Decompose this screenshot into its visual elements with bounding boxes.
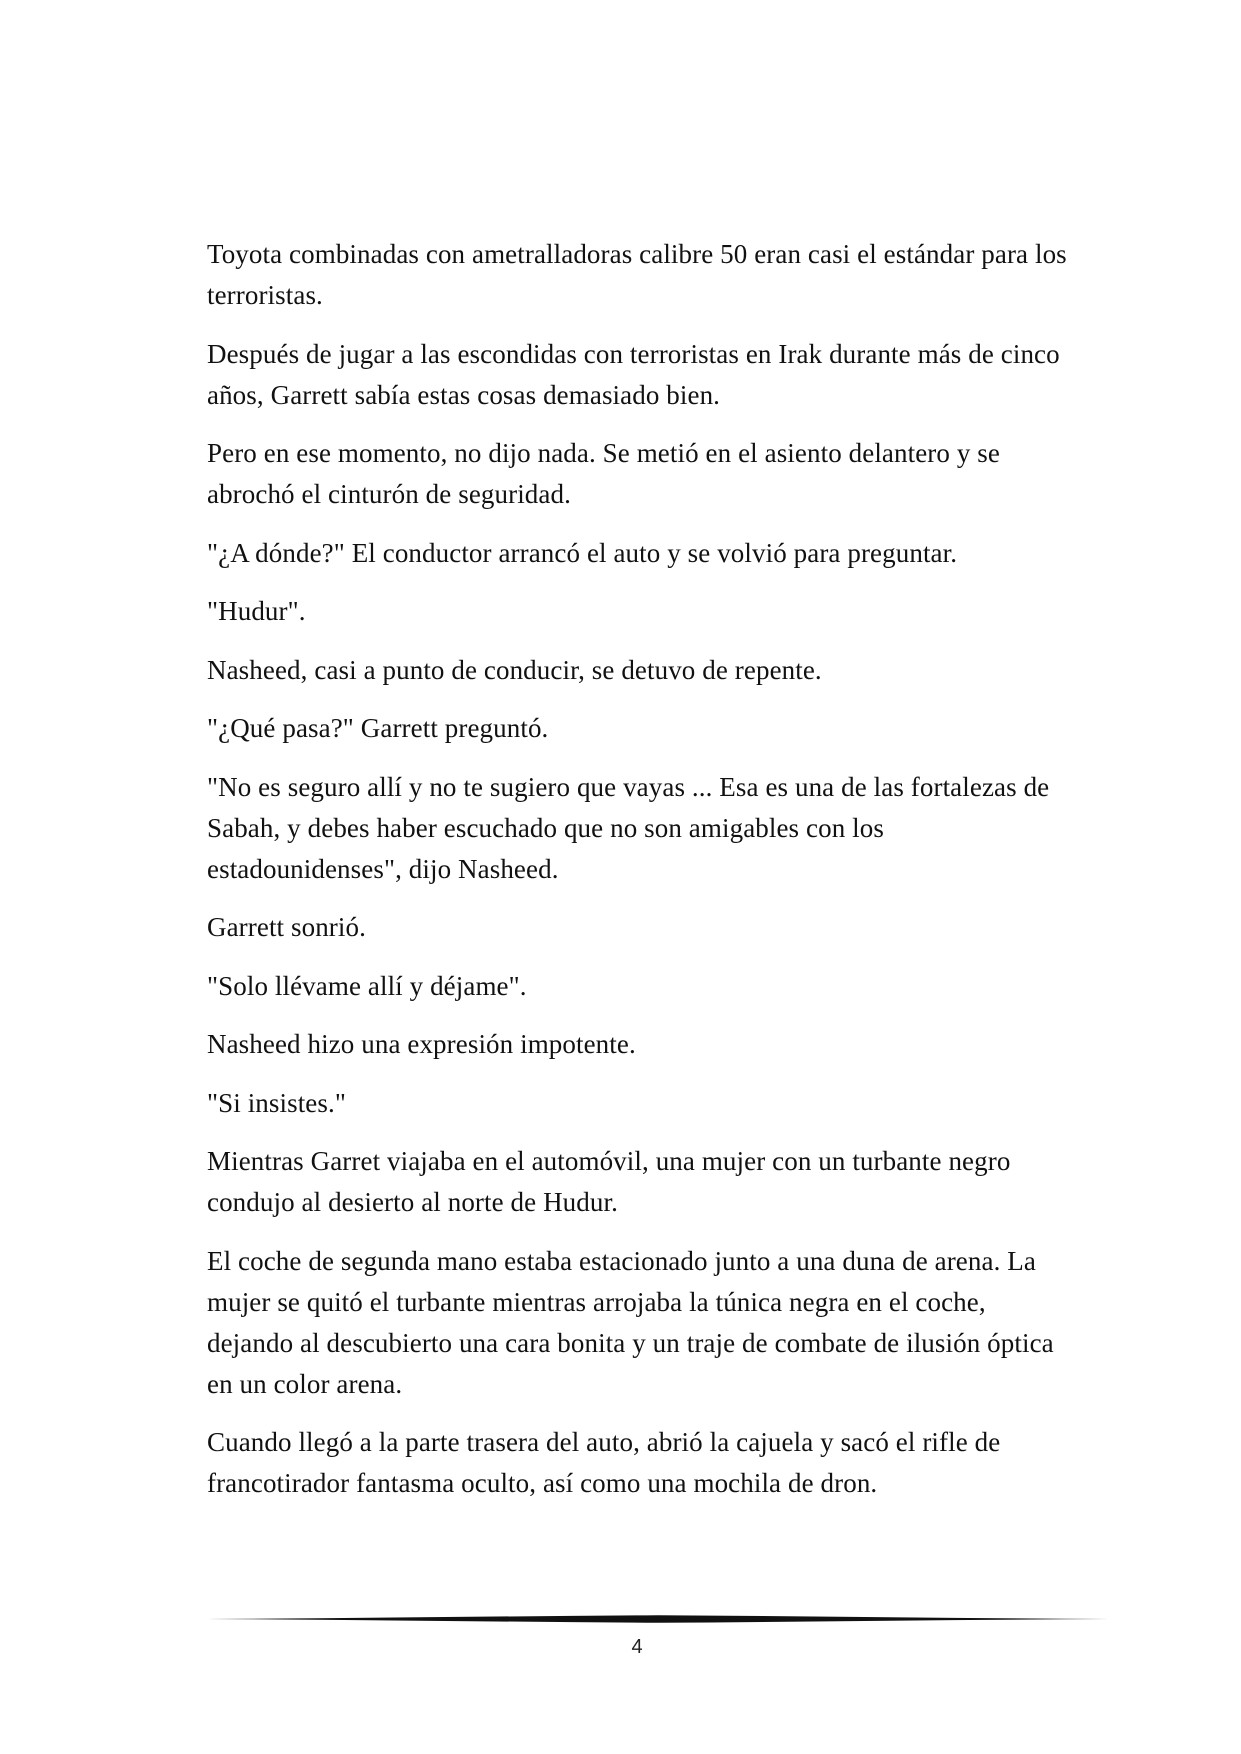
paragraph: "Hudur". <box>207 596 306 626</box>
paragraph: Cuando llegó a la parte trasera del auto, abrió la cajuela y sacó el rifle de francotirador fantasma oculto, así como una mochila de dron. <box>207 1427 1001 1498</box>
paragraph: El coche de segunda mano estaba estacionado junto a una duna de arena. La mujer se quitó el turbante mientras arrojaba la túnica negra en el coche, dejando al descubierto una cara bonita y un traje de combate de ilusión óptica en un color arena. <box>207 1245 1054 1399</box>
paragraph: Después de jugar a las escondidas con terroristas en Irak durante más de cinco años, Garrett sabía estas cosas demasiado bien. <box>207 338 1060 410</box>
paragraph: Mientras Garret viajaba en el automóvil, una mujer con un turbante negro condujo al desierto al norte de Hudur. <box>207 1146 1011 1217</box>
paragraph: Nasheed, casi a punto de conducir, se detuvo de repente. <box>207 654 822 685</box>
body-text <box>207 234 1067 1522</box>
paragraph: "¿Qué pasa?" Garrett preguntó. <box>207 713 549 743</box>
paragraph: "Solo llévame allí y déjame". <box>207 970 527 1001</box>
paragraph: Toyota combinadas con ametralladoras calibre 50 eran casi el estándar para los terroristas. <box>207 239 1067 310</box>
paragraph: Pero en ese momento, no dijo nada. Se metió en el asiento delantero y se abrochó el cinturón de seguridad. <box>207 438 1000 509</box>
paragraph: "¿A dónde?" El conductor arrancó el auto y se volvió para preguntar. <box>207 537 958 568</box>
paragraph: Garrett sonrió. <box>207 912 366 942</box>
paragraph: "Si insistes." <box>207 1087 346 1118</box>
page-number: 4 <box>631 1636 643 1658</box>
footer-divider <box>207 1612 1109 1626</box>
paragraph: "No es seguro allí y no te sugiero que vayas ... Esa es una de las fortalezas de Sabah, y debes haber escuchado que no son amigables con los estadounidenses", dijo Nasheed. <box>207 771 1050 884</box>
paragraph: Nasheed hizo una expresión impotente. <box>207 1029 636 1059</box>
